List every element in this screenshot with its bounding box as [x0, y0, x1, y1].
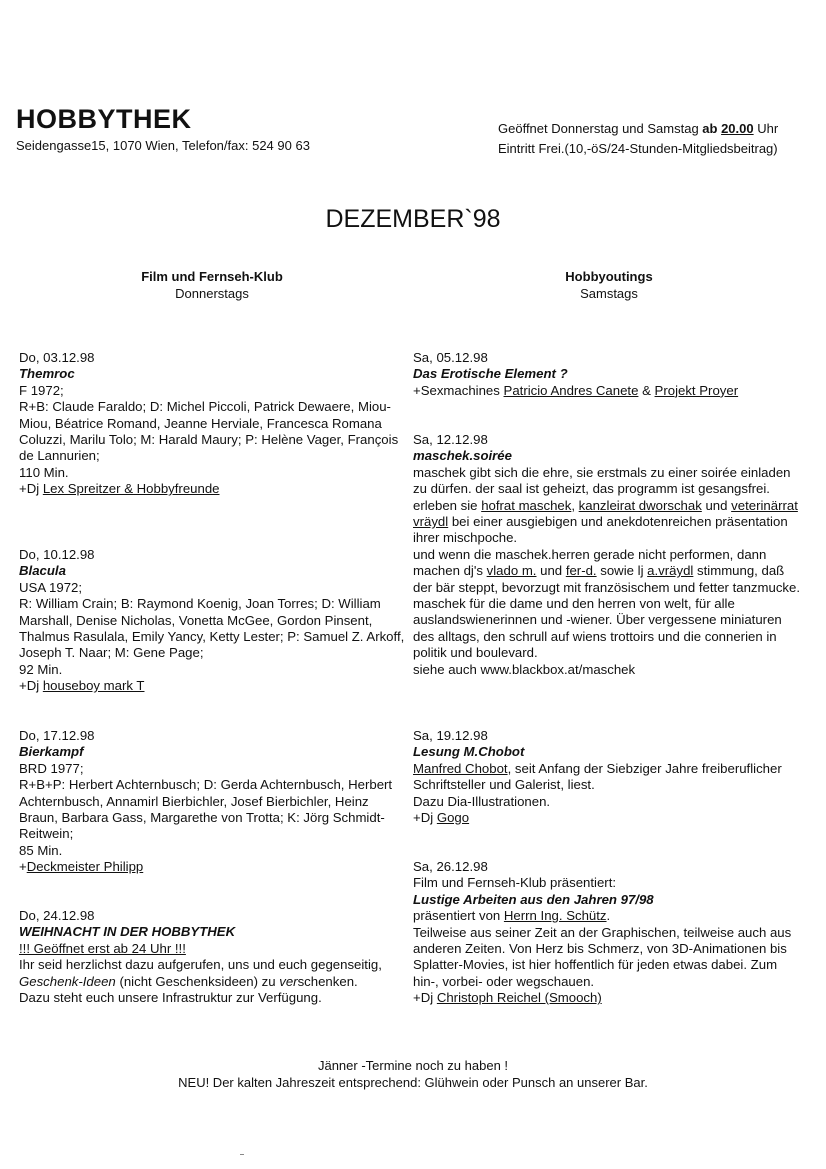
lj-name: a.vräydl — [647, 563, 694, 579]
event-credits: R+B: Claude Faraldo; D: Michel Piccoli, Patrick Dewaere, Miou-Miou, Béatrice Romand, Jeanne Herviale, Francesca Romana Coluzzi, Marilu Tolo; M: Harald Maury; P: Helène Vager, François de Lannurien; — [19, 399, 399, 464]
event-duration: 92 Min. — [19, 661, 63, 677]
dj-name: Deckmeister Philipp — [26, 859, 144, 875]
event-title: Bierkampf — [19, 744, 84, 760]
event-dj: +Deckmeister Philipp — [19, 859, 144, 875]
address: Seidengasse15, 1070 Wien, Telefon/fax: 524 90 63 — [16, 138, 310, 153]
opening-info — [498, 119, 778, 159]
event-dj: +Dj Christoph Reichel (Smooch) — [413, 990, 602, 1006]
event-description-2: und wenn die maschek.herren gerade nicht performen, dann machen dj's vlado m. und fer-d. sowie lj a.vräydl stimmung, daß der bär steppt, bevorzugt mit französischem und fetter tanzmucke. — [413, 546, 801, 595]
right-column-header — [413, 268, 805, 302]
event-duration: 110 Min. — [19, 464, 69, 480]
event-date: Sa, 26.12.98 — [413, 859, 488, 874]
footer-line-1: Jänner -Termine noch zu haben ! — [317, 1058, 509, 1073]
performer-name: hofrat maschek — [481, 497, 572, 513]
entry-info: Eintritt Frei.(10,-öS/24-Stunden-Mitgliedsbeitrag) — [498, 141, 778, 156]
event-presenter: präsentiert von Herrn Ing. Schütz. — [413, 908, 611, 924]
performer-name: kanzleirat dworschak — [578, 497, 702, 513]
scan-mark — [240, 1154, 244, 1155]
event-note: !!! Geöffnet erst ab 24 Uhr !!! — [19, 940, 186, 956]
page-title: DEZEMBER`98 — [325, 205, 501, 233]
event-item — [19, 547, 405, 695]
event-item — [413, 728, 805, 826]
event-meta: BRD 1977; — [19, 760, 84, 776]
event-date: Do, 10.12.98 — [19, 547, 95, 562]
event-title: Themroc — [19, 366, 75, 382]
event-title: Blacula — [19, 563, 66, 579]
opening-hours: Geöffnet Donnerstag und Samstag ab 20.00 Uhr — [498, 121, 779, 136]
left-column-header — [19, 268, 405, 302]
opening-time: 20.00 — [721, 121, 754, 136]
event-description: Manfred Chobot, seit Anfang der Siebziger Jahre freiberuflicher Schriftsteller und Galerist, liest. — [413, 760, 782, 793]
event-pretitle: Film und Fernseh-Klub präsentiert: — [413, 875, 617, 891]
artist-name: Patricio Andres Canete — [503, 382, 639, 398]
event-item — [19, 728, 405, 876]
event-duration: 85 Min. — [19, 842, 63, 858]
event-date: Sa, 12.12.98 — [413, 432, 488, 447]
right-column-title: Hobbyoutings — [565, 269, 653, 284]
logo: HOBBYTHEK — [16, 104, 192, 134]
event-item — [413, 350, 805, 399]
event-meta: USA 1972; — [19, 579, 83, 595]
event-date: Do, 17.12.98 — [19, 728, 95, 743]
event-title: WEIHNACHT IN DER HOBBYTHEK — [19, 924, 236, 940]
left-column-subtitle: Donnerstags — [175, 286, 249, 301]
event-description-2: Dazu steht euch unsere Infrastruktur zur Verfügung. — [19, 990, 322, 1006]
author-name: Manfred Chobot — [413, 760, 508, 776]
event-date: Sa, 05.12.98 — [413, 350, 488, 365]
event-title: maschek.soirée — [413, 448, 512, 464]
dj-name: houseboy mark T — [42, 678, 145, 694]
event-dj: +Dj Lex Spreitzer & Hobbyfreunde — [19, 481, 220, 497]
event-item — [413, 432, 805, 678]
dj-name: vlado m. — [486, 563, 537, 579]
artist-name: Projekt Proyer — [654, 382, 739, 398]
event-description: Ihr seid herzlichst dazu aufgerufen, uns und euch gegenseitig, Geschenk-Ideen (nicht Geschenksideen) zu verschenken. — [19, 957, 382, 989]
presenter-name: Herrn Ing. Schütz — [503, 908, 607, 924]
event-title: Lesung M.Chobot — [413, 744, 525, 760]
footer-line-2: NEU! Der kalten Jahreszeit entsprechend: Glühwein oder Punsch an unserer Bar. — [178, 1074, 648, 1090]
dj-name: Gogo — [436, 810, 470, 826]
event-description-2: Dazu Dia-Illustrationen. — [413, 793, 551, 809]
event-dj: +Dj Gogo — [413, 810, 470, 826]
dj-name: Christoph Reichel (Smooch) — [436, 990, 602, 1006]
dj-name: Lex Spreitzer & Hobbyfreunde — [42, 481, 220, 497]
event-item — [413, 859, 805, 1007]
left-column-title: Film und Fernseh-Klub — [141, 269, 283, 284]
dj-name: fer-d. — [565, 563, 597, 579]
event-title: Lustige Arbeiten aus den Jahren 97/98 — [413, 891, 654, 907]
event-date: Sa, 19.12.98 — [413, 728, 488, 743]
footer — [0, 1058, 826, 1091]
event-description: Teilweise aus seiner Zeit an der Graphischen, teilweise auch aus anderen Zeiten. Von Herz bis Schmerz, von 3D-Animationen bis Splatter-Movies, ist hier hoffentlich für jeden etwas dabei. Zum hin-, vorbei- oder wegschauen. — [413, 924, 792, 989]
event-line: +Sexmachines Patricio Andres Canete & Projekt Proyer — [413, 382, 739, 398]
event-title: Das Erotische Element ? — [413, 366, 568, 382]
performer-name: veterinärrat vräydl — [413, 497, 798, 530]
event-meta: F 1972; — [19, 382, 64, 398]
event-credits: R+B+P: Herbert Achternbusch; D: Gerda Achternbusch, Herbert Achternbusch, Annamirl Bierbichler, Josef Bierbichler, Heinz Braun, Barbara Gass, Margarethe von Trotta; K: Jörg Schmidt-Reitwein; — [19, 777, 393, 842]
event-date: Do, 03.12.98 — [19, 350, 95, 365]
event-dj: +Dj houseboy mark T — [19, 678, 145, 694]
event-date: Do, 24.12.98 — [19, 908, 95, 923]
event-credits: R: William Crain; B: Raymond Koenig, Joan Torres; D: William Marshall, Denise Nicholas, Vonetta McGee, Gordon Pinsent, Thalmus Rasulala, Emily Yancy, Ketty Lester; P: Samuel Z. Arkoff, Joseph T. Naar; M: Gene Page; — [19, 596, 405, 661]
event-link: siehe auch www.blackbox.at/maschek — [413, 661, 636, 677]
event-description-3: maschek für die dame und den herren von welt, für alle auslandswienerinnen und -wiener. Über vergessene miniaturen des alltags, den schrull auf wiens trottoirs und die connerien in politik und boulevard. — [413, 596, 782, 661]
event-item-christmas — [19, 908, 405, 1006]
right-column-subtitle: Samstags — [580, 286, 638, 301]
event-description: maschek gibt sich die ehre, sie erstmals zu einer soirée einladen zu dürfen. der saal ist geheizt, das programm ist gesangsfrei. erleben sie hofrat maschek, kanzleirat dworschak und veterinärrat vräydl bei einer ausgiebigen und anekdotenreichen präsentation ihrer mischpoche. — [413, 464, 798, 546]
event-item — [19, 350, 405, 498]
